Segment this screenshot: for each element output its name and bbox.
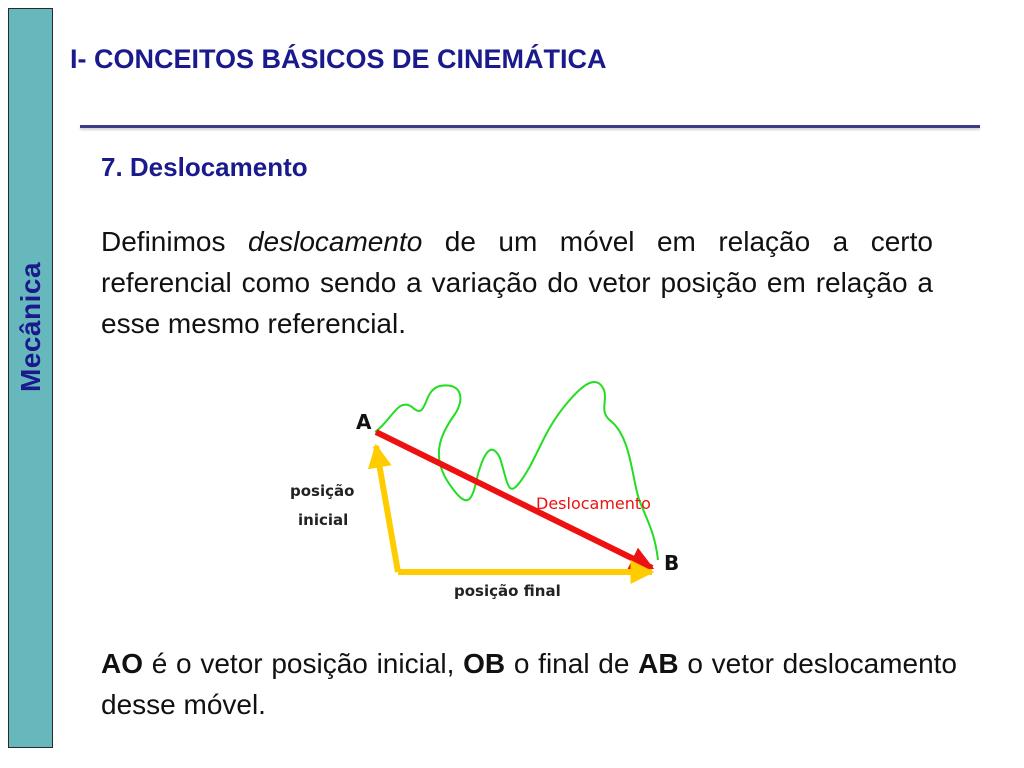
initial-position-label-line1: posição xyxy=(290,482,355,500)
sidebar-band xyxy=(8,8,53,748)
definition-emphasis: deslocamento xyxy=(247,226,423,257)
title-divider xyxy=(80,125,980,128)
final-position-label: posição final xyxy=(454,582,561,600)
initial-position-label-line2: inicial xyxy=(298,511,349,529)
caption-ab: AB xyxy=(638,648,679,679)
definition-paragraph xyxy=(101,221,933,344)
caption-text-1: é o vetor posição inicial, xyxy=(143,648,464,679)
definition-text-start: Definimos xyxy=(101,226,248,257)
caption-ao: AO xyxy=(101,648,143,679)
caption-text-3: o vetor deslocamento desse móvel. xyxy=(101,648,957,720)
definition-text-end: de um móvel em relação a certo referencial como sendo a variação do vetor posição em relação a esse mesmo referencial. xyxy=(101,226,933,339)
sidebar-label: Mecânica xyxy=(14,261,46,393)
caption-paragraph xyxy=(101,643,957,725)
slide-title: I- CONCEITOS BÁSICOS DE CINEMÁTICA xyxy=(70,44,607,74)
trajectory-path xyxy=(375,382,658,560)
initial-position-vector xyxy=(376,446,398,572)
displacement-label: Deslocamento xyxy=(536,494,651,513)
caption-ob: OB xyxy=(463,648,506,679)
caption-text-2: o final de xyxy=(505,648,639,679)
point-a-label: A xyxy=(356,410,372,434)
point-b-label: B xyxy=(664,551,680,575)
displacement-diagram xyxy=(280,372,710,612)
section-heading: 7. Deslocamento xyxy=(101,152,308,182)
